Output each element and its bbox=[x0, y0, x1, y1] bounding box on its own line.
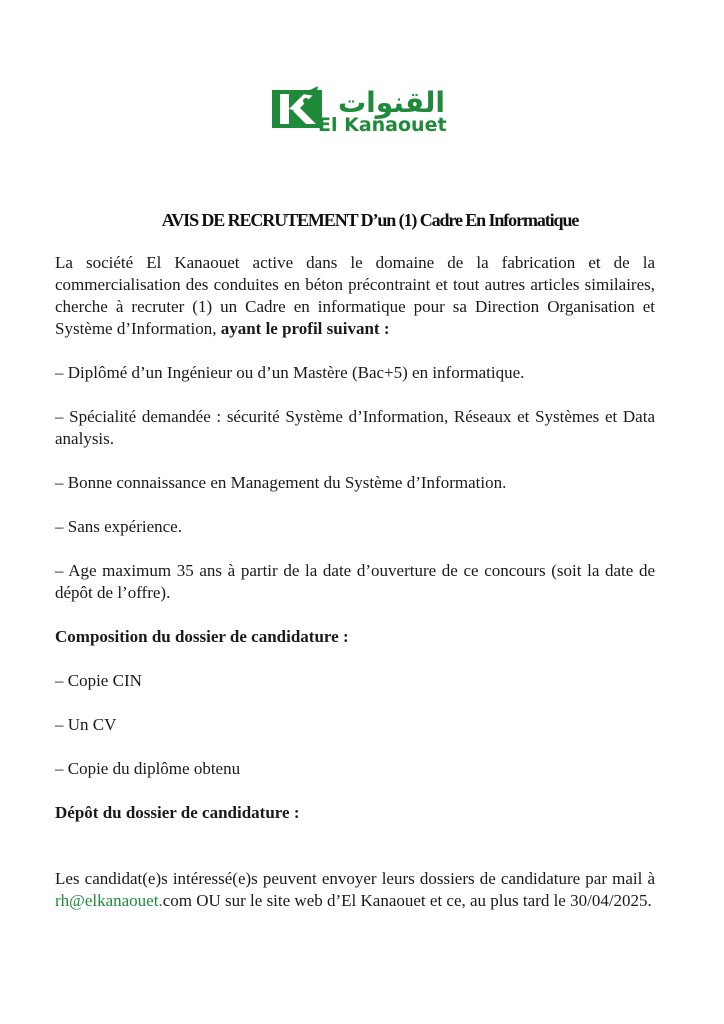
depot-heading: Dépôt du dossier de candidature : bbox=[55, 803, 300, 822]
profile-item-1: – Diplômé d’un Ingénieur ou d’un Mastère (Bac+5) en informatique. bbox=[55, 363, 525, 382]
composition-item-1: – Copie CIN bbox=[55, 671, 142, 690]
depot-paragraph bbox=[55, 868, 655, 912]
composition-item-3: – Copie du diplôme obtenu bbox=[55, 759, 241, 778]
depot-text-before: Les candidat(e)s intéressé(e)s peuvent envoyer leurs dossiers de candidature par mail à bbox=[55, 869, 655, 888]
intro-bold: ayant le profil suivant : bbox=[220, 319, 390, 338]
intro-text: La société El Kanaouet active dans le domaine de la fabrication et de la commercialisation des conduites en béton précontraint et tout autres articles similaires, cherche à recruter (1) un Cadre en informatique pour sa Direction Organisation et Système d’Information, bbox=[55, 253, 655, 338]
page-title: AVIS DE RECRUTEMENT D’un (1) Cadre En Informatique bbox=[161, 210, 579, 230]
document-body bbox=[55, 252, 655, 912]
profile-item-5: – Age maximum 35 ans à partir de la date d’ouverture de ce concours (soit la date de dépôt de l’offre). bbox=[55, 561, 655, 602]
email-link[interactable]: rh@elkanaouet. bbox=[55, 891, 163, 910]
intro-paragraph bbox=[55, 252, 655, 340]
profile-item-3: – Bonne connaissance en Management du Système d’Information. bbox=[55, 473, 507, 492]
depot-text-after: com OU sur le site web d’El Kanaouet et ce, au plus tard le 30/04/2025. bbox=[162, 891, 652, 910]
composition-item-2: – Un CV bbox=[55, 715, 117, 734]
logo-latin-name: El Kanaouet bbox=[318, 114, 447, 136]
profile-item-2: – Spécialité demandée : sécurité Système d’Information, Réseaux et Systèmes et Data analysis. bbox=[55, 407, 655, 448]
composition-heading: Composition du dossier de candidature : bbox=[55, 627, 349, 646]
profile-item-4: – Sans expérience. bbox=[55, 517, 182, 536]
logo-arabic-name: القنوات bbox=[338, 86, 445, 119]
